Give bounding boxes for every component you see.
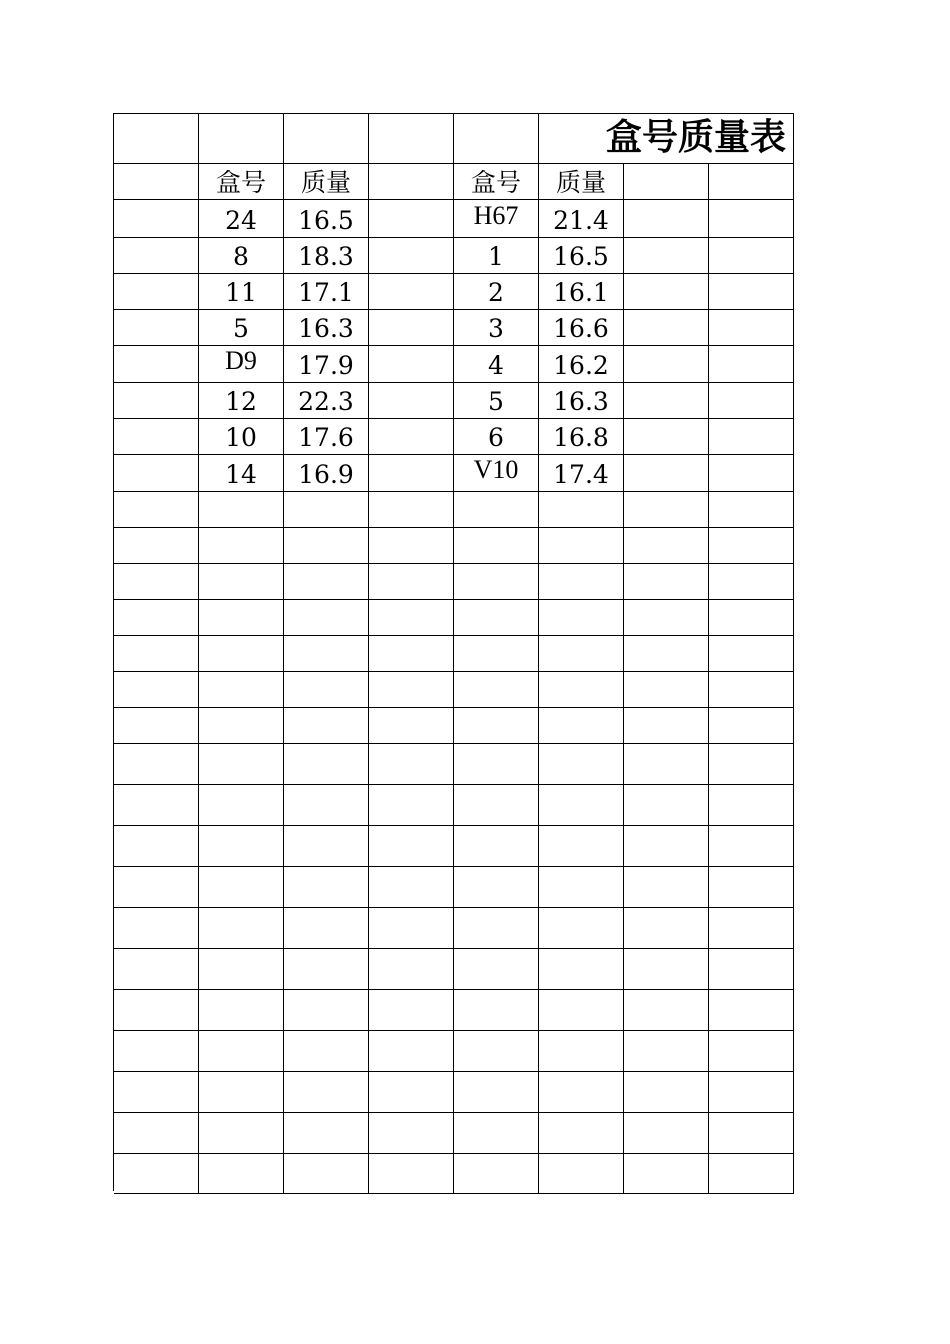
table-cell	[709, 310, 794, 346]
table-row	[114, 1072, 794, 1113]
table-cell	[624, 744, 709, 785]
table-cell	[539, 636, 624, 672]
table-cell	[284, 785, 369, 826]
table-cell	[369, 672, 454, 708]
mass-right-cell: 16.2	[539, 346, 624, 383]
box-right-cell: 6	[454, 419, 539, 455]
table-cell	[114, 455, 199, 492]
table-cell	[199, 564, 284, 600]
table-cell	[284, 826, 369, 867]
table-cell	[624, 600, 709, 636]
table-cell	[114, 274, 199, 310]
table-cell	[199, 744, 284, 785]
box-left-cell: 8	[199, 238, 284, 274]
mass-right-cell: 17.4	[539, 455, 624, 492]
table-row	[114, 826, 794, 867]
table-row	[114, 383, 794, 419]
table-cell	[369, 528, 454, 564]
box-left-cell: 5	[199, 310, 284, 346]
table-cell	[709, 636, 794, 672]
table-cell	[284, 672, 369, 708]
table-cell	[709, 744, 794, 785]
table-cell	[624, 1031, 709, 1072]
table-cell	[709, 672, 794, 708]
table-cell	[624, 867, 709, 908]
table-cell	[454, 708, 539, 744]
table-cell	[199, 492, 284, 528]
table-cell	[539, 564, 624, 600]
table-cell	[199, 600, 284, 636]
box-right-cell: H67	[454, 200, 539, 238]
table-cell	[114, 908, 199, 949]
table-cell	[369, 164, 454, 200]
box-right-cell: V10	[454, 455, 539, 492]
table-cell	[284, 636, 369, 672]
table-cell	[369, 826, 454, 867]
table-cell	[454, 636, 539, 672]
table-cell	[114, 383, 199, 419]
table-cell	[624, 1113, 709, 1154]
table-cell	[114, 200, 199, 238]
table-cell	[539, 744, 624, 785]
table-cell	[369, 200, 454, 238]
table-cell	[454, 908, 539, 949]
table-row	[114, 200, 794, 238]
table-cell	[709, 528, 794, 564]
table-row	[114, 990, 794, 1031]
table-cell	[369, 1031, 454, 1072]
table-cell	[369, 238, 454, 274]
table-cell	[539, 867, 624, 908]
table-cell	[114, 990, 199, 1031]
table-cell	[369, 867, 454, 908]
table-cell	[369, 949, 454, 990]
table-cell	[369, 564, 454, 600]
table-cell	[454, 1154, 539, 1194]
table-cell	[284, 744, 369, 785]
table-cell	[454, 744, 539, 785]
table-cell	[624, 1154, 709, 1194]
table-cell	[709, 164, 794, 200]
header-mass-right: 质量	[539, 164, 624, 200]
table-cell	[709, 785, 794, 826]
table-cell	[709, 492, 794, 528]
table-cell	[539, 785, 624, 826]
table-cell	[199, 867, 284, 908]
table-row	[114, 708, 794, 744]
table-row	[114, 1113, 794, 1154]
table-cell	[539, 908, 624, 949]
table-cell	[624, 564, 709, 600]
table-cell	[539, 528, 624, 564]
table-cell	[114, 114, 199, 164]
table-cell	[709, 455, 794, 492]
table-cell	[114, 708, 199, 744]
table-cell	[114, 492, 199, 528]
table-cell	[454, 1031, 539, 1072]
table-cell	[369, 1113, 454, 1154]
table-cell	[454, 1113, 539, 1154]
table-cell	[454, 672, 539, 708]
box-right-cell: 1	[454, 238, 539, 274]
table-cell	[709, 1113, 794, 1154]
box-left-cell: 11	[199, 274, 284, 310]
table-cell	[624, 528, 709, 564]
table-row	[114, 1154, 794, 1194]
table-row	[114, 785, 794, 826]
mass-right-cell: 21.4	[539, 200, 624, 238]
header-box-right: 盒号	[454, 164, 539, 200]
table-cell	[709, 908, 794, 949]
table-cell	[624, 908, 709, 949]
table-cell	[709, 346, 794, 383]
table-cell	[624, 949, 709, 990]
table-cell	[114, 867, 199, 908]
mass-right-cell: 16.3	[539, 383, 624, 419]
table-cell	[199, 708, 284, 744]
table-cell	[199, 908, 284, 949]
table-cell	[284, 1072, 369, 1113]
table-cell	[284, 600, 369, 636]
table-cell	[454, 528, 539, 564]
table-cell	[709, 238, 794, 274]
table-cell	[114, 785, 199, 826]
box-left-cell: 12	[199, 383, 284, 419]
table-cell	[114, 1072, 199, 1113]
empty-rows	[114, 492, 794, 1194]
table-cell	[709, 274, 794, 310]
table-row	[114, 636, 794, 672]
header-mass-left: 质量	[284, 164, 369, 200]
table-cell	[709, 600, 794, 636]
table-cell	[284, 990, 369, 1031]
mass-right-cell: 16.6	[539, 310, 624, 346]
table-cell	[284, 908, 369, 949]
table-cell	[199, 672, 284, 708]
table-row	[114, 672, 794, 708]
table-cell	[709, 419, 794, 455]
table-row	[114, 949, 794, 990]
table-cell	[709, 826, 794, 867]
table-cell	[199, 949, 284, 990]
table-cell	[539, 949, 624, 990]
table-row	[114, 492, 794, 528]
table-cell	[114, 672, 199, 708]
table-cell	[284, 949, 369, 990]
mass-right-cell: 16.8	[539, 419, 624, 455]
table-cell	[284, 708, 369, 744]
table-cell	[709, 990, 794, 1031]
table-cell	[369, 600, 454, 636]
table-cell	[454, 990, 539, 1031]
table-title: 盒号质量表	[605, 117, 786, 158]
table-cell	[624, 826, 709, 867]
table-cell	[624, 346, 709, 383]
table-cell	[199, 1113, 284, 1154]
table-cell	[369, 455, 454, 492]
table-cell	[369, 419, 454, 455]
table-cell	[199, 1031, 284, 1072]
table-cell	[114, 419, 199, 455]
table-cell	[539, 672, 624, 708]
table-cell	[624, 274, 709, 310]
table-row	[114, 1031, 794, 1072]
mass-right-cell: 16.5	[539, 238, 624, 274]
table-cell	[539, 1113, 624, 1154]
table-cell	[199, 636, 284, 672]
table-row	[114, 310, 794, 346]
table-cell	[624, 200, 709, 238]
table-cell	[369, 990, 454, 1031]
box-left-cell: 10	[199, 419, 284, 455]
table-cell	[624, 990, 709, 1031]
table-cell	[539, 1072, 624, 1113]
table-cell	[709, 867, 794, 908]
table-cell	[454, 867, 539, 908]
table-cell	[369, 708, 454, 744]
box-right-cell: 3	[454, 310, 539, 346]
table-cell	[624, 708, 709, 744]
table-cell	[284, 114, 369, 164]
table-cell	[539, 600, 624, 636]
table-cell	[539, 1031, 624, 1072]
mass-table	[113, 113, 794, 1191]
table-row	[114, 238, 794, 274]
table-cell	[624, 310, 709, 346]
table-row	[114, 528, 794, 564]
table-cell	[284, 1113, 369, 1154]
table-cell	[624, 1072, 709, 1113]
table-cell	[114, 1113, 199, 1154]
mass-left-cell: 22.3	[284, 383, 369, 419]
table-cell	[539, 1154, 624, 1194]
table-cell	[369, 1072, 454, 1113]
table-cell	[624, 455, 709, 492]
table-cell	[369, 346, 454, 383]
table-row	[114, 455, 794, 492]
table-cell	[624, 785, 709, 826]
table-cell	[454, 949, 539, 990]
table-cell	[114, 600, 199, 636]
table-cell	[624, 672, 709, 708]
table-cell	[605, 114, 794, 164]
table-cell	[709, 1154, 794, 1194]
table-cell	[114, 1031, 199, 1072]
header-row	[114, 164, 794, 200]
table-cell	[369, 274, 454, 310]
table-cell	[114, 1154, 199, 1194]
table-cell	[539, 492, 624, 528]
table-cell	[114, 564, 199, 600]
table-cell	[709, 708, 794, 744]
table-cell	[709, 949, 794, 990]
table-cell	[114, 636, 199, 672]
table-row	[114, 600, 794, 636]
table-cell	[454, 564, 539, 600]
table-cell	[454, 600, 539, 636]
mass-left-cell: 17.6	[284, 419, 369, 455]
table-cell	[199, 114, 284, 164]
table-cell	[284, 564, 369, 600]
header-box-left: 盒号	[199, 164, 284, 200]
table-cell	[199, 528, 284, 564]
table-cell	[369, 1154, 454, 1194]
box-left-cell: 24	[199, 200, 284, 238]
table-row	[114, 908, 794, 949]
table-cell	[284, 867, 369, 908]
table-cell	[624, 492, 709, 528]
table-cell	[114, 528, 199, 564]
table-cell	[624, 383, 709, 419]
title-row	[114, 114, 794, 164]
table-cell	[709, 383, 794, 419]
mass-right-cell: 16.1	[539, 274, 624, 310]
table-cell	[284, 1031, 369, 1072]
table-cell	[709, 200, 794, 238]
table-row	[114, 274, 794, 310]
table-cell	[539, 826, 624, 867]
table-row	[114, 346, 794, 383]
table-cell	[199, 1154, 284, 1194]
table-cell	[114, 346, 199, 383]
table-cell	[199, 1072, 284, 1113]
table-cell	[114, 949, 199, 990]
table-cell	[369, 114, 454, 164]
mass-left-cell: 17.9	[284, 346, 369, 383]
table-cell	[369, 744, 454, 785]
mass-left-cell: 17.1	[284, 274, 369, 310]
table-cell	[114, 826, 199, 867]
table-row	[114, 564, 794, 600]
box-left-cell: D9	[199, 346, 284, 383]
table-cell	[624, 164, 709, 200]
table-cell	[369, 492, 454, 528]
table-cell	[539, 990, 624, 1031]
table-cell	[284, 1154, 369, 1194]
table-cell	[369, 636, 454, 672]
box-right-cell: 4	[454, 346, 539, 383]
table-cell	[624, 238, 709, 274]
table-cell	[454, 826, 539, 867]
table-cell	[369, 310, 454, 346]
table-cell	[539, 708, 624, 744]
table-cell	[369, 383, 454, 419]
table-cell	[114, 164, 199, 200]
table-row	[114, 867, 794, 908]
box-left-cell: 14	[199, 455, 284, 492]
table-cell	[369, 785, 454, 826]
box-right-cell: 5	[454, 383, 539, 419]
table-cell	[199, 785, 284, 826]
table-cell	[199, 826, 284, 867]
table-cell	[709, 1031, 794, 1072]
box-right-cell: 2	[454, 274, 539, 310]
table-cell	[369, 908, 454, 949]
table-cell	[709, 1072, 794, 1113]
table-cell	[454, 114, 539, 164]
table-cell	[114, 238, 199, 274]
table-cell	[624, 419, 709, 455]
table-row	[114, 419, 794, 455]
table-cell	[709, 564, 794, 600]
table-cell	[454, 492, 539, 528]
table-cell	[199, 990, 284, 1031]
table-cell	[454, 785, 539, 826]
table-cell	[114, 744, 199, 785]
mass-left-cell: 16.5	[284, 200, 369, 238]
table-cell	[114, 310, 199, 346]
table-row	[114, 744, 794, 785]
table-cell	[454, 1072, 539, 1113]
mass-left-cell: 18.3	[284, 238, 369, 274]
table-cell	[284, 492, 369, 528]
table-cell	[624, 636, 709, 672]
mass-left-cell: 16.3	[284, 310, 369, 346]
mass-left-cell: 16.9	[284, 455, 369, 492]
table-cell	[284, 528, 369, 564]
